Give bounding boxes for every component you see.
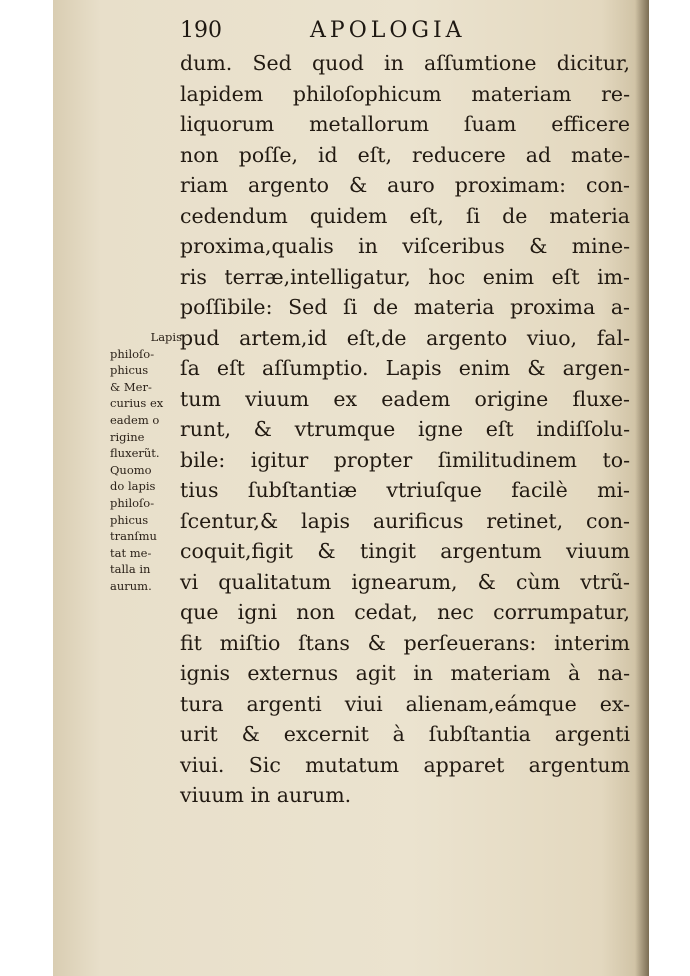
margin-note-line: eadem o [110,412,160,427]
text-line: ſcentur,& lapis aurificus retinet, con- [180,508,630,533]
text-line: viui. Sic mutatum apparet argentum [180,752,630,777]
margin-note-line: philoſo- [110,495,155,510]
text-line: ris terræ,intelligatur, hoc enim eſt im- [180,264,630,289]
text-line: ſa eſt aſſumptio. Lapis enim & argen- [180,356,630,380]
margin-notes [110,329,182,595]
margin-note-line: philoſo- [110,346,155,361]
margin-note-line: & Mer- [110,379,152,394]
text-line: vi qualitatum ignearum, & cùm vtrũ- [180,569,630,594]
margin-note-line: Lapis [150,330,182,344]
text-line: tura argenti viui alienam,eámque ex- [180,691,630,716]
margin-note-line: phicus [110,363,149,378]
margin-note-line: tranſmu [110,529,157,544]
text-line: tum viuum ex eadem origine fluxe- [180,386,630,411]
body-text [180,48,630,811]
margin-note-line: tat me- [110,545,152,560]
margin-note-line: curius ex [110,396,164,411]
book-page [53,0,649,976]
text-line: fit miſtio ſtans & perſeuerans: interim [180,630,630,655]
text-line: que igni non cedat, nec corrumpatur, [180,600,630,624]
text-line: riam argento & auro proximam: con- [180,173,630,197]
text-line: tius ſubſtantiæ vtriuſque facilè mi- [180,478,630,502]
text-line: liquorum metallorum ſuam efficere [180,112,630,136]
text-line: urit & excernit à ſubſtantia argenti [180,722,630,746]
text-line: runt, & vtrumque igne eſt indiſſolu- [180,417,630,441]
text-line: pud artem,id eſt,de argento viuo, fal- [180,325,630,350]
spine-shadow [635,0,649,976]
margin-note-line: talla in [110,562,151,577]
text-line: ignis externus agit in materiam à na- [180,661,630,685]
text-line: dum. Sed quod in aſſumtione dicitur, [180,51,630,75]
page-number: 190 [180,18,222,43]
text-line: cedendum quidem eſt, ſi de materia [180,203,630,228]
margin-note-line: rigine [110,429,145,444]
margin-note-line: fluxerũt. [110,446,160,461]
text-line: proxima,qualis in viſceribus & mine- [180,234,630,258]
page-header [53,18,649,48]
running-title: APOLOGIA [310,18,466,43]
text-line: poſſibile: Sed ſi de materia proxima a- [180,295,630,319]
margin-note-line: aurum. [110,578,152,593]
margin-note-line: phicus [110,512,149,527]
margin-note-line: do lapis [110,479,156,494]
text-line: coquit,figit & tingit argentum viuum [180,539,630,563]
text-line: bile: igitur propter ſimilitudinem to- [180,447,630,472]
text-line: lapidem philoſophicum materiam re- [180,81,630,106]
margin-note-line: Quomo [110,462,152,477]
text-line: viuum in aurum. [180,783,352,807]
text-line: non poſſe, id eſt, reducere ad mate- [180,142,630,167]
